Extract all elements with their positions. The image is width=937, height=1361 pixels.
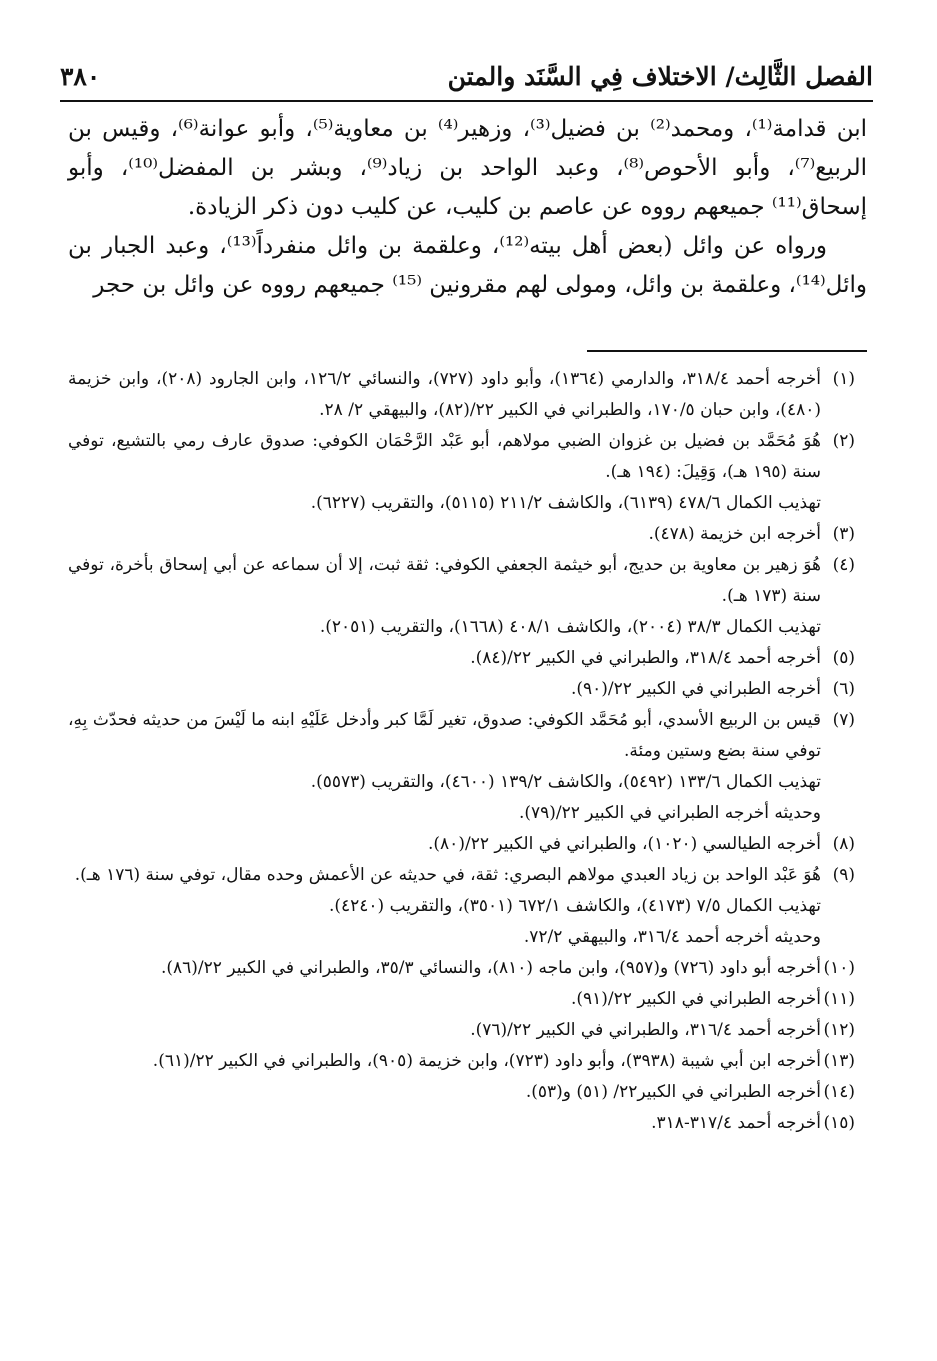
footnote-text: تهذيب الكمال ٧/٥ (٤١٧٣)، والكاشف ٦٧٢/١ (٣٥٠١)، والتقريب (٤٢٤٠).: [328, 896, 821, 916]
footnote-text: أخرجه الطبراني في الكبير ٢٢/(٩١).: [570, 989, 821, 1009]
footnote-number: (٥): [832, 648, 855, 668]
footnote-text: هُوَ مُحَمَّد بن فضيل بن غزوان الضبي مولاهم، أبو عَبْد الرَّحْمَان الكوفي: صدوق عارف رمي بالتشيع، توفي سنة (١٩٥ هـ)، وَقِيلَ: (١٩٤ هـ).: [68, 431, 821, 482]
page-number: ٣٨٠: [60, 62, 101, 91]
footnote-text: هُوَ زهير بن معاوية بن حديج، أبو خيثمة الجعفي الكوفي: ثقة ثبت، إلا أن سماعه عن أبي إسحاق بأخرة، توفي سنة (١٧٣ هـ).: [68, 555, 821, 606]
footnote-divider: [587, 350, 867, 352]
footnote-number: (٢): [832, 431, 855, 451]
footnote: [68, 674, 855, 705]
footnote-text: هُوَ عَبْد الواحد بن زياد العبدي مولاهم البصري: ثقة، في حديثه عن الأعمش وحده مقال، توفي سنة (١٧٦ هـ).: [74, 865, 821, 885]
footnote-text: أخرجه أحمد ٣١٨/٤، والدارمي (١٣٦٤)، وأبو داود (٧٢٧)، والنسائي ١٢٦/٢، وابن الجارود (٢٠٨)، وابن خزيمة (٤٨٠)، وابن حبان ١٧٠/٥، والطبراني في الكبير ٢٢/(٨٢)، والبيهقي ٢/ ٢٨.: [68, 369, 821, 420]
footnote-text: أخرجه أحمد ٣١٧/٤-٣١٨.: [651, 1113, 821, 1133]
footnote-text: أخرجه ابن خزيمة (٤٧٨).: [648, 524, 821, 544]
chapter-title: الفصل الثَّالِث/ الاختلاف فِي السَّنَد والمتن: [447, 62, 873, 91]
footnote-number: (١٤): [823, 1082, 855, 1102]
footnote: [68, 550, 855, 643]
footnote: [68, 519, 855, 550]
body-paragraph: ابن قدامة⁽¹⁾، ومحمد⁽²⁾ بن فضيل⁽³⁾، وزهير⁽⁴⁾ بن معاوية⁽⁵⁾، وأبو عوانة⁽⁶⁾، وقيس بن الربيع⁽⁷⁾، وأبو الأحوص⁽⁸⁾، وعبد الواحد بن زياد⁽⁹⁾، وبشر بن المفضل⁽¹⁰⁾، وأبو إسحاق⁽¹¹⁾ جميعهم رووه عن عاصم بن كليب، عن كليب دون ذكر الزيادة.: [68, 116, 867, 220]
running-header: [60, 58, 873, 102]
footnote-number: (١١): [823, 989, 855, 1009]
footnote: [68, 364, 855, 426]
main-text: [68, 110, 867, 305]
footnote-number: (٩): [832, 865, 855, 885]
footnotes: [68, 364, 855, 1139]
footnote-number: (٣): [832, 524, 855, 544]
footnote-number: (٦): [832, 679, 855, 699]
footnote: [68, 1046, 855, 1077]
footnote-text: تهذيب الكمال ٣٨/٣ (٢٠٠٤)، والكاشف ٤٠٨/١ (١٦٦٨)، والتقريب (٢٠٥١).: [319, 617, 821, 637]
footnote-number: (١): [832, 369, 855, 389]
footnote: [68, 860, 855, 953]
body-paragraph: ورواه عن وائل (بعض أهل بيته⁽¹²⁾، وعلقمة بن وائل منفرداً⁽¹³⁾، وعبد الجبار بن وائل⁽¹⁴⁾، وعلقمة بن وائل، ومولى لهم مقرونين ⁽¹⁵⁾ جميعهم رووه عن وائل بن حجر: [68, 233, 867, 298]
footnote: [68, 643, 855, 674]
footnote: [68, 1108, 855, 1139]
footnote: [68, 1077, 855, 1108]
footnote-text: تهذيب الكمال ١٣٣/٦ (٥٤٩٢)، والكاشف ١٣٩/٢ (٤٦٠٠)، والتقريب (٥٥٧٣).: [310, 772, 821, 792]
footnote-number: (١٥): [823, 1113, 855, 1133]
footnote-text: أخرجه الطبراني في الكبير ٢٢/(٩٠).: [570, 679, 821, 699]
footnote-number: (٤): [832, 555, 855, 575]
footnote: [68, 984, 855, 1015]
footnote-number: (١٠): [823, 958, 855, 978]
footnote-number: (١٢): [823, 1020, 855, 1040]
footnote-text: قيس بن الربيع الأسدي، أبو مُحَمَّد الكوفي: صدوق، تغير لَمَّا كبر وأدخل عَلَيْهِ ابنه ما لَيْسَ من حديثه فحدّث بِهِ، توفي سنة بضع وستين ومئة.: [68, 710, 821, 761]
footnote-text: أخرجه الطبراني في الكبير٢٢/ (٥١) و(٥٣).: [525, 1082, 821, 1102]
footnote-text: أخرجه أحمد ٣١٨/٤، والطبراني في الكبير ٢٢/(٨٤).: [470, 648, 821, 668]
footnote-number: (١٣): [823, 1051, 855, 1071]
footnote-text: وحديثه أخرجه أحمد ٣١٦/٤، والبيهقي ٧٢/٢.: [523, 927, 821, 947]
footnote-text: أخرجه أحمد ٣١٦/٤، والطبراني في الكبير ٢٢/(٧٦).: [470, 1020, 821, 1040]
footnote: [68, 829, 855, 860]
footnote-text: أخرجه أبو داود (٧٢٦) و(٩٥٧)، وابن ماجه (٨١٠)، والنسائي ٣٥/٣، والطبراني في الكبير ٢٢/(٨٦).: [160, 958, 821, 978]
footnote: [68, 426, 855, 519]
footnote-text: تهذيب الكمال ٤٧٨/٦ (٦١٣٩)، والكاشف ٢١١/٢ (٥١١٥)، والتقريب (٦٢٢٧).: [310, 493, 821, 513]
footnote-text: وحديثه أخرجه الطبراني في الكبير ٢٢/(٧٩).: [518, 803, 821, 823]
footnote-number: (٧): [832, 710, 855, 730]
footnote: [68, 953, 855, 984]
footnote-text: أخرجه الطيالسي (١٠٢٠)، والطبراني في الكبير ٢٢/(٨٠).: [428, 834, 821, 854]
footnote: [68, 1015, 855, 1046]
footnote-text: أخرجه ابن أبي شيبة (٣٩٣٨)، وأبو داود (٧٢٣)، وابن خزيمة (٩٠٥)، والطبراني في الكبير ٢٢/(٦١).: [152, 1051, 821, 1071]
footnote: [68, 705, 855, 829]
footnote-number: (٨): [832, 834, 855, 854]
